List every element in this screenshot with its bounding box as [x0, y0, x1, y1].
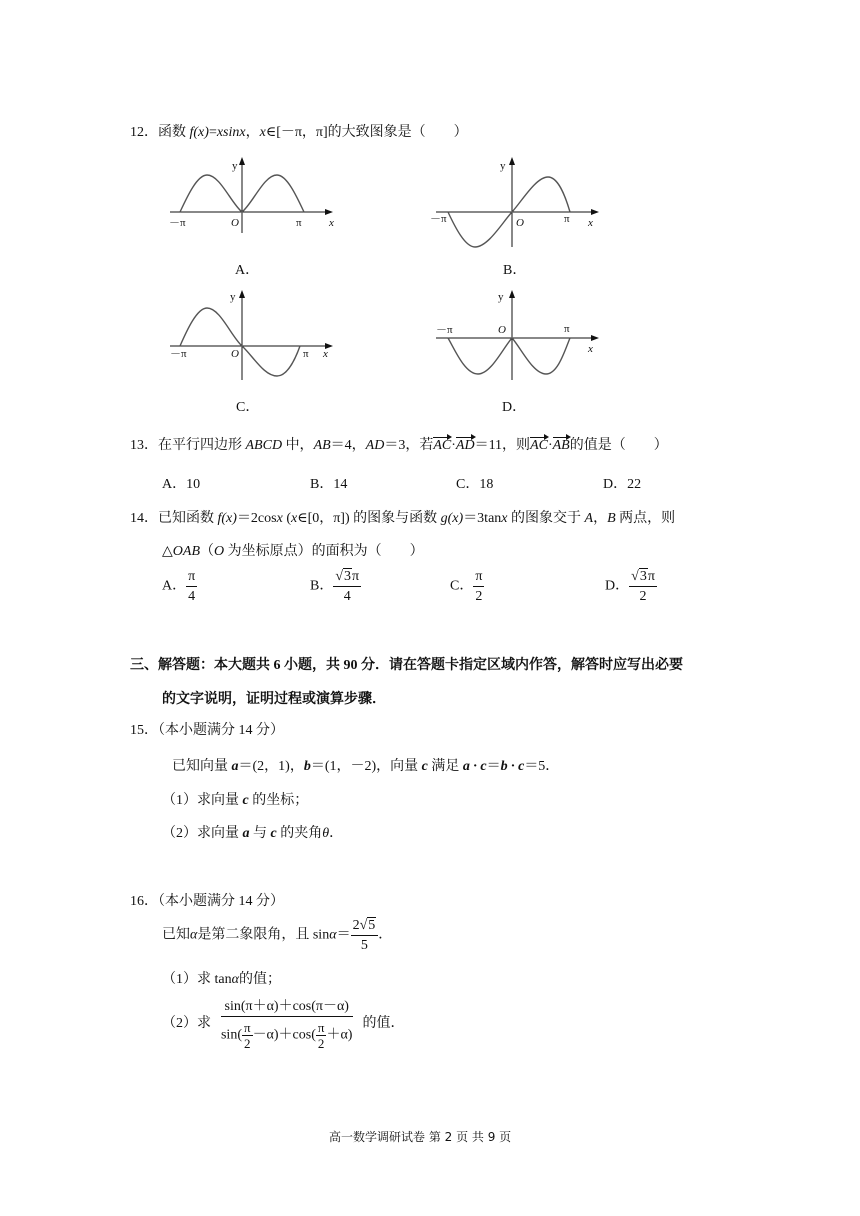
q13-option-c[interactable]: C．18 [456, 477, 494, 492]
option-label: A． [162, 578, 187, 594]
fraction [629, 567, 657, 606]
vector-ad: AD [456, 434, 475, 454]
q15-text: ＝(1，－2)，向量 [310, 759, 422, 774]
q15-text: （2）求向量 [162, 826, 243, 841]
q16-text: 的值． [362, 1016, 405, 1032]
q12-domain-var: x [259, 125, 266, 140]
vector-a: a [242, 826, 250, 841]
denominator: 2 [475, 589, 483, 604]
q14-point-a: A [584, 511, 594, 526]
q15-text: ＝5． [524, 759, 560, 774]
pi-over-2 [242, 1020, 253, 1051]
q13-ad: AD [365, 438, 385, 453]
q12-domain: ∈[－π，π] [265, 125, 328, 140]
numerator-expression: sin(π＋α)＋cos(π－α) [221, 997, 353, 1017]
option-a-label[interactable]: A． [235, 263, 260, 278]
vector-a: a [231, 759, 239, 774]
denominator: 2 [317, 1036, 325, 1051]
axis-label-x: x [323, 348, 328, 360]
origin-label: O [498, 324, 506, 336]
vector-ac: AC [433, 434, 451, 454]
q14-var-x: x [276, 511, 283, 526]
den-part: －α)＋cos( [252, 1027, 316, 1043]
numerator [351, 916, 379, 936]
vector-ab: AB [553, 434, 570, 454]
pi-symbol: π [352, 569, 360, 584]
alpha-symbol: α [190, 927, 198, 943]
q16-part2 [162, 997, 404, 1051]
question-number: 13． [130, 438, 158, 453]
dot-operator: · [547, 438, 553, 453]
q14-text: ＝3tan [463, 511, 502, 526]
q12-eq: = [208, 125, 217, 140]
q15-text: 满足 [427, 759, 463, 774]
pi-over-2 [316, 1020, 327, 1051]
q15-part1 [162, 789, 308, 809]
dot-product-ac: a · c [462, 759, 487, 774]
axis-label-y: y [232, 160, 238, 172]
q13-text: ＝11，则 [474, 438, 531, 453]
q15-text: 与 [249, 826, 271, 841]
q14-option-b[interactable] [310, 567, 361, 606]
big-fraction [221, 997, 353, 1051]
q14-text: （ [200, 544, 214, 559]
axis-label-y: y [230, 291, 236, 303]
tick-pi: π [564, 213, 570, 225]
vector-ac: AC [530, 434, 548, 454]
radicand: 3 [639, 569, 647, 584]
option-c-label[interactable]: C． [236, 400, 260, 415]
numerator: π [317, 1020, 325, 1035]
q15-text: 已知向量 [172, 759, 232, 774]
q14-var-x: x [501, 511, 508, 526]
coefficient: 2 [352, 918, 360, 933]
pi-symbol: π [647, 569, 655, 584]
axis-label-y: y [498, 291, 504, 303]
q12-rhs: xsinx [216, 125, 246, 140]
q15-text: ＝(2，1)， [238, 759, 304, 774]
q13-option-b[interactable]: B．14 [310, 477, 348, 492]
origin-label: O [231, 217, 239, 229]
fraction [333, 567, 361, 606]
q16-text: 已知 [162, 927, 190, 943]
q16-header: 16．（本小题满分 14 分） [130, 894, 284, 909]
q12-func: f(x) [189, 125, 209, 140]
q14-text: 已知函数 [158, 511, 218, 526]
option-label: C． [450, 578, 474, 594]
q15-line1 [172, 755, 559, 775]
dot-operator: · [451, 438, 456, 453]
q16-text: 是第二象限角，且 sin [197, 927, 330, 943]
fraction [186, 567, 197, 606]
q13-option-d[interactable]: D．22 [603, 477, 642, 492]
tick-neg-pi: －π [170, 348, 187, 360]
axis-label-x: x [588, 343, 593, 355]
theta-symbol: θ [322, 826, 330, 841]
question-number: 12． [130, 125, 158, 140]
q14-option-c[interactable] [450, 567, 484, 606]
q12-text: 函数 [158, 125, 190, 140]
numerator: π [186, 567, 197, 587]
q14-point-b: B [607, 511, 616, 526]
option-b-label[interactable]: B． [503, 263, 527, 278]
graph-option-d [428, 288, 608, 388]
denominator-expression [221, 1017, 353, 1051]
origin-label: O [516, 217, 524, 229]
vector-c: c [270, 826, 277, 841]
fraction [473, 567, 484, 606]
question-number: 14． [130, 511, 158, 526]
tick-pi: π [564, 323, 570, 335]
q13-text: ＝4， [330, 438, 366, 453]
q12-suffix: 的大致图象是（ ） [327, 125, 468, 140]
q14-var-x: x [291, 511, 298, 526]
triangle-symbol: △ [162, 544, 173, 559]
q15-part2 [162, 822, 343, 842]
vector-b: b [303, 759, 311, 774]
radicand: 3 [344, 569, 352, 584]
q14-text: 为坐标原点）的面积为（ ） [224, 544, 424, 559]
graph-option-a [165, 155, 345, 235]
q13-ab: AB [313, 438, 331, 453]
denominator: 2 [639, 589, 647, 604]
origin-label: O [231, 348, 239, 360]
den-part: sin( [220, 1027, 242, 1043]
q14-f: f(x) [217, 511, 237, 526]
q14-text: 两点，则 [615, 511, 676, 526]
q13-name: ABCD [245, 438, 283, 453]
numerator: π [473, 567, 484, 587]
q14-text: ( [282, 511, 291, 526]
tick-neg-pi: －π [436, 324, 453, 336]
sqrt-sign: √ [335, 569, 344, 584]
q14-line2 [162, 540, 424, 560]
q16-text: （2）求 [162, 1016, 211, 1032]
vector-c: c [242, 793, 249, 808]
sqrt-sign: √ [631, 569, 639, 584]
denominator: 5 [360, 938, 368, 953]
q13-text: 的值是（ ） [569, 438, 668, 453]
q13-text: 中， [282, 438, 314, 453]
graph-option-c [165, 288, 345, 388]
tick-neg-pi: －π [430, 213, 447, 225]
q15-text: ＝ [486, 759, 501, 774]
q12-sep: ， [245, 125, 260, 140]
axis-label-x: x [588, 217, 593, 229]
numerator [333, 567, 361, 587]
denominator: 4 [188, 589, 196, 604]
section-heading-cont: 的文字说明，证明过程或演算步骤． [162, 692, 386, 707]
q14-text: ＝2cos [236, 511, 277, 526]
q16-text: （1）求 tan [162, 972, 232, 987]
q16-text: ＝ [336, 927, 351, 943]
axis-label-x: x [329, 217, 334, 229]
vector-c: c [421, 759, 428, 774]
fraction [351, 916, 379, 955]
option-label: D． [605, 578, 630, 594]
alpha-symbol: α [329, 927, 337, 943]
q14-text: ∈[0，π]) 的图象与函数 [297, 511, 441, 526]
graph-option-b [428, 155, 608, 255]
q15-text: （1）求向量 [162, 793, 243, 808]
section-heading: 三、解答题：本大题共 6 小题，共 90 分．请在答题卡指定区域内作答，解答时应写出必要 [130, 658, 683, 673]
q14-oab: OAB [172, 544, 200, 559]
q15-text: 的夹角 [276, 826, 323, 841]
denominator: 4 [343, 589, 351, 604]
dot-product-bc: b · c [500, 759, 525, 774]
radicand: 5 [368, 918, 376, 933]
q15-text: 的坐标； [248, 793, 309, 808]
q13-stem [130, 434, 668, 454]
page-footer: 高一数学调研试卷 第 2 页 共 9 页 [329, 1130, 512, 1144]
tick-neg-pi: －π [169, 217, 186, 229]
sqrt-sign: √ [359, 918, 368, 933]
q14-text: ， [593, 511, 608, 526]
q14-origin: O [214, 544, 225, 559]
q14-option-d[interactable] [605, 567, 657, 606]
q12-stem [130, 121, 468, 141]
option-label: B． [310, 578, 334, 594]
q16-text: ． [378, 927, 393, 943]
denominator: 2 [244, 1036, 251, 1051]
q13-text: ＝3，若 [384, 438, 434, 453]
q14-g: g(x) [440, 511, 464, 526]
q15-header: 15．（本小题满分 14 分） [130, 723, 284, 738]
q14-line1 [130, 507, 675, 527]
numerator [629, 567, 657, 587]
q16-part1 [162, 968, 281, 988]
tick-pi: π [303, 348, 309, 360]
q16-text: 的值； [238, 972, 281, 987]
q14-option-a[interactable] [162, 567, 197, 606]
numerator: π [243, 1020, 251, 1035]
q15-text: ． [329, 826, 344, 841]
q13-option-a[interactable]: A．10 [162, 477, 201, 492]
den-part: ＋α) [326, 1027, 353, 1043]
tick-pi: π [296, 217, 302, 229]
q14-text: 的图象交于 [507, 511, 585, 526]
axis-label-y: y [500, 160, 506, 172]
q13-text: 在平行四边形 [158, 438, 246, 453]
q16-line1 [162, 916, 392, 955]
alpha-symbol: α [231, 972, 239, 987]
option-d-label[interactable]: D． [502, 400, 527, 415]
